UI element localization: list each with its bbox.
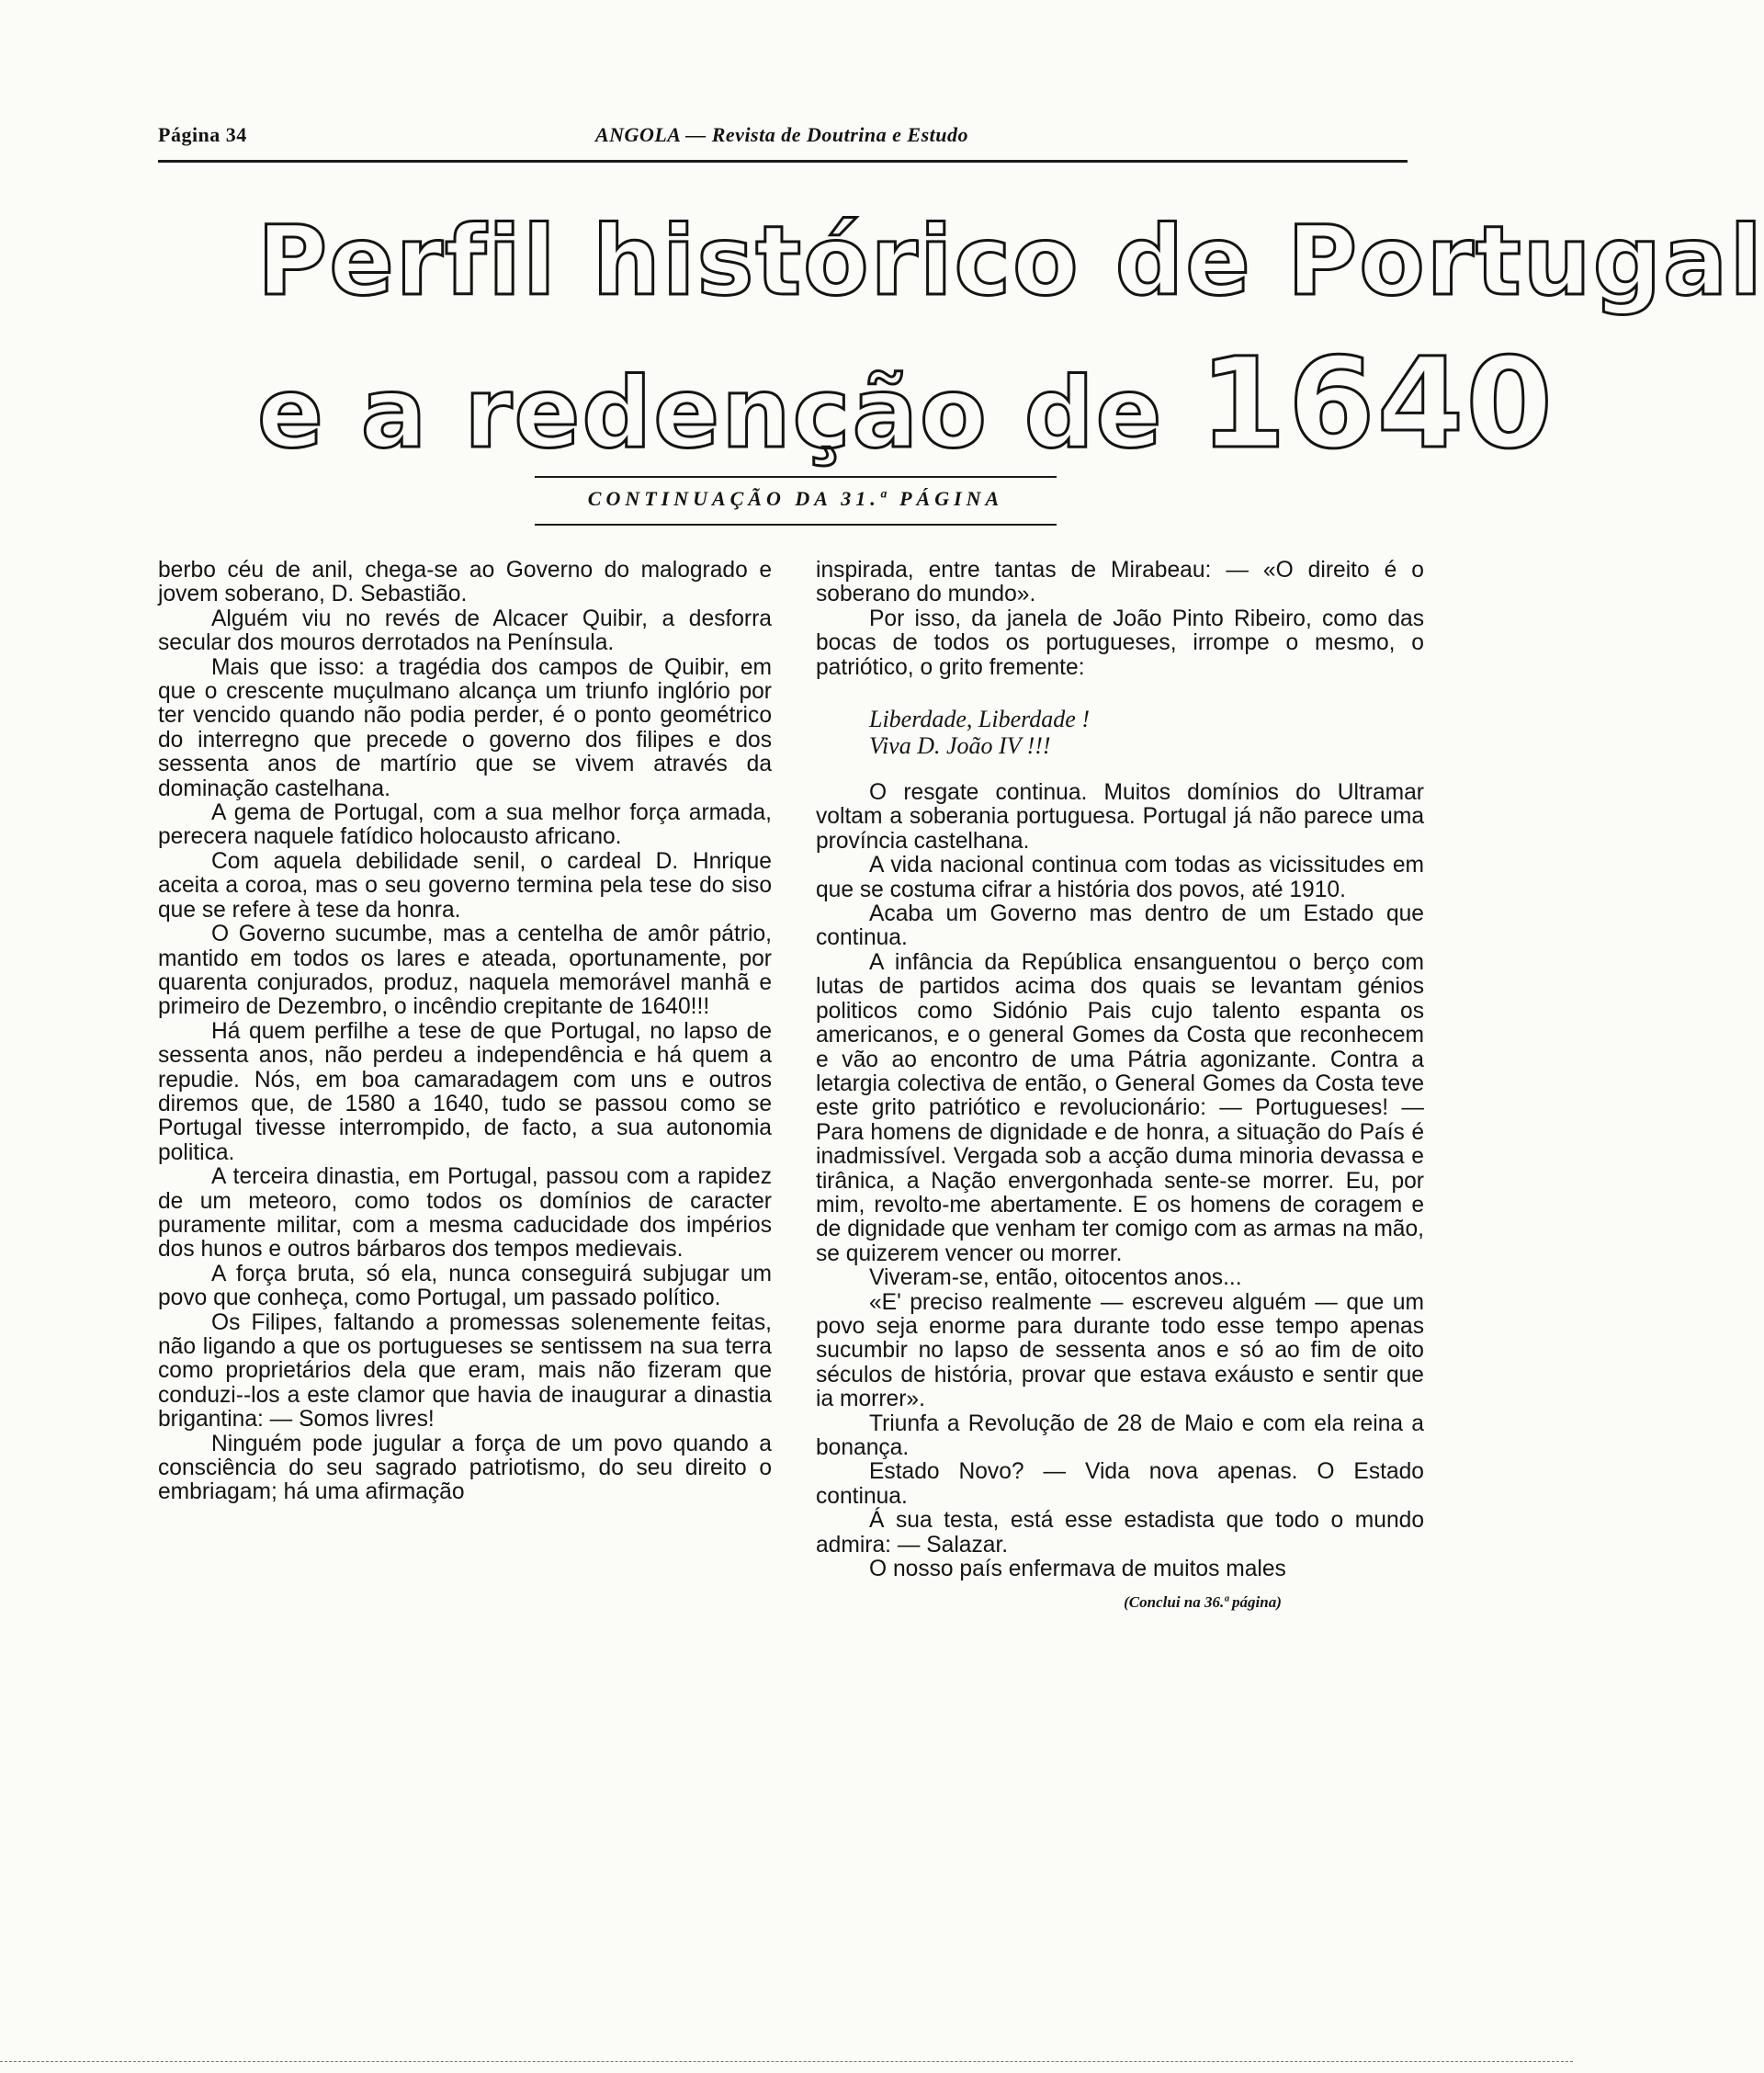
paragraph: A infância da República ensanguentou o berço com lutas de partidos acima dos quais se levantam génios politicos como Sidónio Pais cujo talento espanta os americanos, e o general Gomes da Costa que reconhecem e vão ao encontro de uma Pátria agonizante. Contra a letargia colectiva de então, o General Gomes da Costa teve este grito patriótico e revolucionário: — Portugueses! — Para homens de dignidade e de honra, a situação do País é inadmissível. Vergada sob a acção duma minoria devassa e tirânica, a Nação envergonhada sente-se morrer. Eu, por mim, revolto-me abertamente. E os homens de coragem e de dignidade que venham ter comigo com as armas na mão, se quizerem vencer ou morrer. xyxy=(816,949,1424,1266)
continuation-note: (Conclui na 36.ª página) xyxy=(1124,1593,1282,1612)
paragraph: «E' preciso realmente — escreveu alguém — que um povo seja enorme para durante todo esse tempo apenas sucumbir no lapso de sessenta anos e só ao fim de oito séculos de história, provar que estava exáusto e sentir que ia morrer». xyxy=(816,1289,1424,1412)
title-year: 1640 xyxy=(1199,332,1555,477)
verse-quote xyxy=(869,706,1424,759)
paragraph: Por isso, da janela de João Pinto Ribeiro, como das bocas de todos os portugueses, irrompe o mesmo, o patriótico, o grito fremente: xyxy=(816,606,1424,680)
running-header xyxy=(158,123,1444,156)
paragraph: berbo céu de anil, chega-se ao Governo do malogrado e jovem soberano, D. Sebastião. xyxy=(158,558,772,607)
paragraph: Á sua testa, está esse estadista que todo o mundo admira: — Salazar. xyxy=(816,1508,1424,1558)
title-line-2-text: e a redenção de xyxy=(257,357,1200,470)
paragraph: Viveram-se, então, oitocentos anos... xyxy=(869,1265,1242,1291)
article-title xyxy=(257,204,1764,477)
paragraph: O resgate continua. Muitos domínios do Ultramar voltam a soberania portuguesa. Portugal já não parece uma província castelhana. xyxy=(816,780,1424,854)
caption-rule-bottom xyxy=(535,524,1057,526)
title-line-2 xyxy=(257,332,1555,477)
paragraph: Acaba um Governo mas dentro de um Estado que continua. xyxy=(816,901,1424,951)
paragraph: A terceira dinastia, em Portugal, passou com a rapidez de um meteoro, como todos os domínios de caracter puramente militar, com a mesma caducidade dos impérios dos hunos e outros bárbaros dos tempos medievais. xyxy=(158,1164,772,1263)
paragraph: O nosso país enfermava de muitos males xyxy=(869,1557,1286,1582)
paragraph: Triunfa a Revolução de 28 de Maio e com ela reina a bonança. xyxy=(816,1410,1424,1460)
paragraph: Mais que isso: a tragédia dos campos de Quibir, em que o crescente muçulmano alcança um triunfo inglório por ter vencido quando não podia perder, é o ponto geométrico do interregno que precede o governo dos filipes e dos sessenta anos de martírio que se vivem através da dominação castelhana. xyxy=(158,654,772,801)
paragraph: A vida nacional continua com todas as vicissitudes em que se costuma cifrar a história dos povos, até 1910. xyxy=(816,853,1424,902)
right-column xyxy=(816,559,1424,1615)
paragraph: Há quem perfilhe a tese de que Portugal, no lapso de sessenta anos, não perdeu a independência e há quem a repudie. Nós, em boa camaradagem com uns e outros diremos que, de 1580 a 1640, tudo se passou como se Portugal tivesse interrompido, de facto, a sua autonomia politica. xyxy=(158,1018,772,1165)
continuation-caption: CONTINUAÇÃO DA 31.ª PÁGINA xyxy=(587,487,1004,510)
paragraph: A gema de Portugal, com a sua melhor força armada, perecera naquele fatídico holocausto africano. xyxy=(158,800,772,850)
paragraph: Ninguém pode jugular a força de um povo quando a consciência do seu sagrado patriotismo, do seu direito o embriagam; há uma afirmação xyxy=(158,1431,772,1505)
paragraph: Com aquela debilidade senil, o cardeal D. Hnrique aceita a coroa, mas o seu governo termina pela tese do siso que se refere à tese da honra. xyxy=(158,848,772,923)
title-line-1: Perfil histórico de Portugal xyxy=(257,205,1764,317)
caption-rule-top xyxy=(535,476,1057,478)
paragraph: Estado Novo? — Vida nova apenas. O Estado continua. xyxy=(816,1459,1424,1509)
header-rule xyxy=(158,160,1408,163)
paragraph: Alguém viu no revés de Alcacer Quibir, a desforra secular dos mouros derrotados na Península. xyxy=(158,606,772,656)
paragraph: A força bruta, só ela, nunca conseguirá subjugar um povo que conheça, como Portugal, um passado político. xyxy=(158,1261,772,1311)
left-column xyxy=(158,559,772,1505)
verse-line: Liberdade, Liberdade ! xyxy=(869,706,1090,733)
page-number: Página 34 xyxy=(158,123,247,146)
journal-title: ANGOLA — Revista de Doutrina e Estudo xyxy=(595,123,968,146)
paragraph: O Governo sucumbe, mas a centelha de amôr pátrio, mantido em todos os lares e ateada, oportunamente, por quarenta conjurados, produz, naquela memorável manhã e primeiro de Dezembro, o incêndio crepitante de 1640!!! xyxy=(158,922,772,1020)
bottom-rule xyxy=(0,2061,1573,2062)
paragraph: Os Filipes, faltando a promessas solenemente feitas, não ligando a que os portugueses se sentissem na sua terra como proprietários dela que eram, mais não fizeram que conduzi--los a este clamor que havia de inaugurar a dinastia brigantina: — Somos livres! xyxy=(158,1309,772,1433)
paragraph: inspirada, entre tantas de Mirabeau: — «O direito é o soberano do mundo». xyxy=(816,558,1424,607)
verse-line: Viva D. João IV !!! xyxy=(869,732,1051,760)
